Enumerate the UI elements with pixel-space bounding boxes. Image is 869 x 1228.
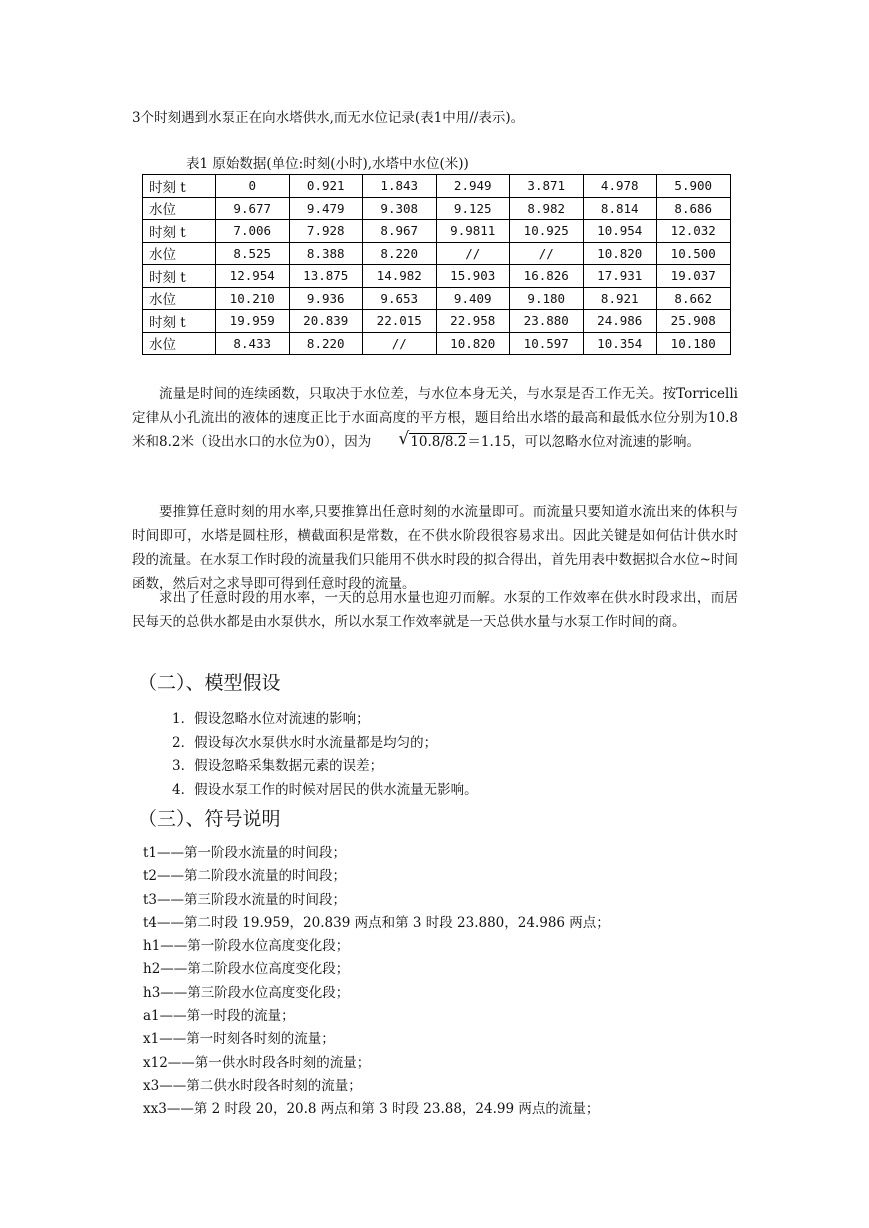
symbol-item: t2——第二阶段水流量的时间段； (143, 868, 347, 885)
symbol-item: h2——第二阶段水位高度变化段； (143, 961, 350, 978)
table-cell: 8.921 (583, 287, 657, 310)
table-cell: 8.662 (657, 287, 731, 310)
symbol-item: t4——第二时段 19.959，20.839 两点和第 3 时段 23.880，24.986 两点； (143, 914, 610, 931)
table-cell: 5.900 (657, 175, 731, 198)
table-cell: 9.479 (289, 197, 363, 220)
table-cell: 8.814 (583, 197, 657, 220)
table-cell: 10.925 (510, 220, 584, 243)
table-cell: 9.308 (363, 197, 437, 220)
assumption-item: 1．假设忽略水位对流速的影响； (172, 711, 370, 727)
paragraph-flow-tail: ，可以忽略水位对流速的影响。 (510, 434, 700, 450)
formula-result: ＝1.15 (467, 434, 511, 450)
table-cell: 12.954 (216, 265, 290, 288)
table-cell: 14.982 (363, 265, 437, 288)
table-cell: 8.220 (363, 242, 437, 265)
table-cell: 7.006 (216, 220, 290, 243)
table-cell: 10.500 (657, 242, 731, 265)
table-row (143, 287, 731, 310)
table-cell: 8.967 (363, 220, 437, 243)
row-header-cell: 时刻 t (143, 220, 216, 243)
table-cell: 8.388 (289, 242, 363, 265)
row-header-cell: 水位 (143, 287, 216, 310)
sqrt-argument: 10.8/8.2 (410, 434, 467, 450)
data-table (142, 174, 731, 355)
table-cell: 23.880 (510, 310, 584, 333)
symbol-item: x12——第一供水时段各时刻的流量； (143, 1054, 371, 1071)
table-cell: 15.903 (436, 265, 510, 288)
table-row (143, 220, 731, 243)
table-cell: 22.015 (363, 310, 437, 333)
table-cell: 10.597 (510, 332, 584, 355)
row-header-cell: 时刻 t (143, 175, 216, 198)
table-row (143, 175, 731, 198)
assumption-item: 3．假设忽略采集数据元素的误差； (172, 758, 384, 774)
table-row (143, 197, 731, 220)
table-cell: 9.409 (436, 287, 510, 310)
assumption-item: 2．假设每次水泵供水时水流量都是均匀的； (172, 734, 438, 751)
symbol-item: h3——第三阶段水位高度变化段； (143, 984, 350, 1001)
table-cell: 25.908 (657, 310, 731, 333)
assumptions-list (172, 708, 478, 802)
symbol-item: a1——第一时段的流量； (143, 1008, 295, 1025)
table-cell: 1.843 (363, 175, 437, 198)
symbols-list (143, 842, 610, 1122)
symbol-item: x1——第一时刻各时刻的流量； (143, 1031, 335, 1048)
table-cell: 19.037 (657, 265, 731, 288)
table-cell: 16.826 (510, 265, 584, 288)
table-cell: 9.9811 (436, 220, 510, 243)
table-cell: 0 (216, 175, 290, 198)
table-cell: 2.949 (436, 175, 510, 198)
table-cell: 10.354 (583, 332, 657, 355)
table-cell: 9.180 (510, 287, 584, 310)
table-cell: 10.180 (657, 332, 731, 355)
row-header-cell: 水位 (143, 197, 216, 220)
sqrt-symbol: √ 10.8/8.2 (398, 429, 467, 450)
table-cell: // (436, 242, 510, 265)
table-cell: 9.125 (436, 197, 510, 220)
table-cell: // (363, 332, 437, 355)
row-header-cell: 时刻 t (143, 265, 216, 288)
paragraph-flow (132, 382, 738, 454)
table-cell: 7.928 (289, 220, 363, 243)
assumption-item: 4．假设水泵工作的时候对居民的供水流量无影响。 (172, 781, 478, 798)
table-cell: // (510, 242, 584, 265)
table-row (143, 310, 731, 333)
symbol-item: t3——第三阶段水流量的时间段； (143, 891, 347, 908)
table-cell: 12.032 (657, 220, 731, 243)
intro-text: 3个时刻遇到水泵正在向水塔供水,而无水位记录(表1中用//表示)。 (132, 110, 525, 126)
paragraph-total: 求出了任意时段的用水率，一天的总用水量也迎刃而解。水泵的工作效率在供水时段求出，而居民每天的总供水都是由水泵供水，所以水泵工作效率就是一天总供水量与水泵工作时间的商。 (132, 590, 738, 630)
table-cell: 22.958 (436, 310, 510, 333)
table-cell: 24.986 (583, 310, 657, 333)
row-header-cell: 水位 (143, 332, 216, 355)
table-cell: 8.433 (216, 332, 290, 355)
sqrt-formula (371, 429, 511, 450)
table-cell: 17.931 (583, 265, 657, 288)
table-cell: 0.921 (289, 175, 363, 198)
symbol-item: xx3——第 2 时段 20，20.8 两点和第 3 时段 23.88，24.99 两点的流量； (143, 1101, 600, 1118)
row-header-cell: 时刻 t (143, 310, 216, 333)
table-row (143, 332, 731, 355)
table-cell: 9.677 (216, 197, 290, 220)
table-cell: 8.220 (289, 332, 363, 355)
table-cell: 19.959 (216, 310, 290, 333)
table-caption: 表1 原始数据(单位:时刻(小时),水塔中水位(米)) (186, 156, 469, 172)
table-cell: 20.839 (289, 310, 363, 333)
section-symbols-title: （三）、符号说明 (138, 808, 281, 830)
paragraph-rate: 要推算任意时刻的用水率,只要推算出任意时刻的水流量即可。而流量只要知道水流出来的体积与时间即可，水塔是圆柱形，横截面积是常数，在不供水阶段很容易求出。因此关键是如何估计供水时段的流量。在水泵工作时段的流量我们只能用不供水时段的拟合得出，首先用表中数据拟合水位~时间函数，然后对之求导即可得到任意时段的流量。 (132, 504, 738, 592)
table-cell: 10.210 (216, 287, 290, 310)
table-cell: 8.525 (216, 242, 290, 265)
table-cell: 10.820 (583, 242, 657, 265)
symbol-item: h1——第一阶段水位高度变化段； (143, 938, 350, 955)
table-cell: 10.954 (583, 220, 657, 243)
paragraph-flow-text: 流量是时间的连续函数，只取决于水位差，与水位本身无关，与水泵是否工作无关。按Torricelli定律从小孔流出的液体的速度正比于水面高度的平方根，题目给出水塔的最高和最低水位分别为10.8米和8.2米（设出水口的水位为0），因为 (132, 386, 738, 450)
table-cell: 4.978 (583, 175, 657, 198)
table-cell: 10.820 (436, 332, 510, 355)
table-cell: 8.686 (657, 197, 731, 220)
section-assumptions-title: （二）、模型假设 (138, 672, 281, 694)
table-cell: 13.875 (289, 265, 363, 288)
symbol-item: x3——第二供水时段各时刻的流量； (143, 1077, 362, 1094)
table-row (143, 242, 731, 265)
table-cell: 9.653 (363, 287, 437, 310)
table-row (143, 265, 731, 288)
symbol-item: t1——第一阶段水流量的时间段； (143, 845, 347, 861)
table-cell: 3.871 (510, 175, 584, 198)
table-cell: 8.982 (510, 197, 584, 220)
row-header-cell: 水位 (143, 242, 216, 265)
table-cell: 9.936 (289, 287, 363, 310)
